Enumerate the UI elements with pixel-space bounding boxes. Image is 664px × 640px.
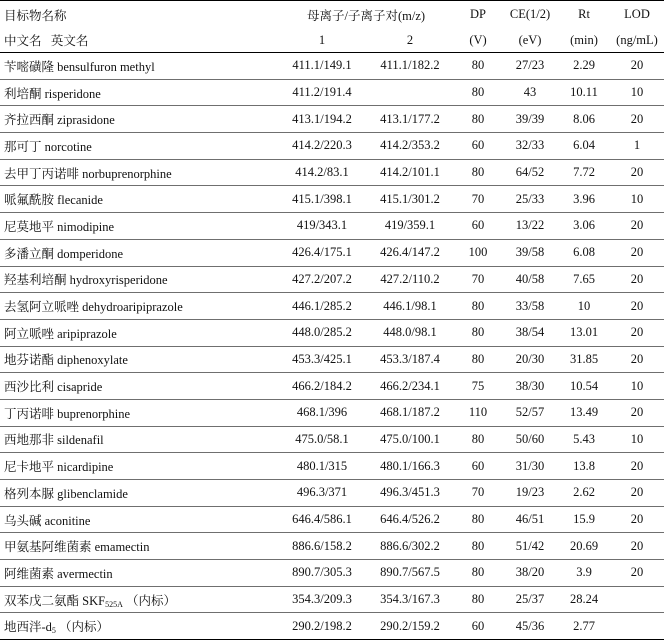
rt-cell: 10.54 xyxy=(558,373,610,400)
header-row-2 xyxy=(0,28,664,53)
ion-pair-2-cell: 354.3/167.3 xyxy=(366,586,454,613)
rt-cell: 7.72 xyxy=(558,159,610,186)
lod-cell: 10 xyxy=(610,186,664,213)
table-row xyxy=(0,106,664,133)
compound-name-cell: 西沙比利 cisapride xyxy=(0,373,278,400)
table-body xyxy=(0,53,664,640)
lod-cell: 10 xyxy=(610,426,664,453)
ion-pair-1-cell: 415.1/398.1 xyxy=(278,186,366,213)
rt-cell: 7.65 xyxy=(558,266,610,293)
compound-name-cell: 那可丁 norcotine xyxy=(0,133,278,160)
lod-cell: 20 xyxy=(610,319,664,346)
rt-cell: 10.11 xyxy=(558,79,610,106)
ion-pair-1-cell: 453.3/425.1 xyxy=(278,346,366,373)
rt-cell: 28.24 xyxy=(558,586,610,613)
dp-cell: 75 xyxy=(454,373,502,400)
ion-pair-2-cell: 427.2/110.2 xyxy=(366,266,454,293)
ion-pair-1-cell: 290.2/198.2 xyxy=(278,613,366,640)
compound-name-cell: 齐拉西酮 ziprasidone xyxy=(0,106,278,133)
ion-pair-2-cell: 415.1/301.2 xyxy=(366,186,454,213)
compound-name-cell: 尼卡地平 nicardipine xyxy=(0,453,278,480)
header-ce: CE(1/2) xyxy=(502,1,558,29)
ce-cell: 38/20 xyxy=(502,560,558,587)
compound-name-cell: 哌氟酰胺 flecanide xyxy=(0,186,278,213)
compound-name-cell: 格列本脲 glibenclamide xyxy=(0,480,278,507)
lod-cell: 20 xyxy=(610,480,664,507)
rt-cell: 31.85 xyxy=(558,346,610,373)
ion-pair-2-cell: 426.4/147.2 xyxy=(366,239,454,266)
dp-cell: 60 xyxy=(454,453,502,480)
dp-cell: 80 xyxy=(454,79,502,106)
ion-pair-2-cell: 419/359.1 xyxy=(366,213,454,240)
ce-cell: 64/52 xyxy=(502,159,558,186)
header-name-subcolumns xyxy=(0,28,278,53)
rt-cell: 20.69 xyxy=(558,533,610,560)
header-row-1 xyxy=(0,1,664,29)
table-row xyxy=(0,399,664,426)
header-target-name: 目标物名称 xyxy=(0,1,278,29)
ion-pair-1-cell: 468.1/396 xyxy=(278,399,366,426)
table-row xyxy=(0,533,664,560)
ion-pair-2-cell: 646.4/526.2 xyxy=(366,506,454,533)
ion-pair-2-cell: 448.0/98.1 xyxy=(366,319,454,346)
compound-name-cell xyxy=(0,586,278,613)
ion-pair-1-cell: 426.4/175.1 xyxy=(278,239,366,266)
compound-name-cell: 多潘立酮 domperidone xyxy=(0,239,278,266)
ce-cell: 19/23 xyxy=(502,480,558,507)
ion-pair-2-cell xyxy=(366,79,454,106)
compound-name-cell: 阿维菌素 avermectin xyxy=(0,560,278,587)
lod-cell: 1 xyxy=(610,133,664,160)
lod-cell: 20 xyxy=(610,533,664,560)
ce-cell: 32/33 xyxy=(502,133,558,160)
compound-name-cell: 尼莫地平 nimodipine xyxy=(0,213,278,240)
table-row xyxy=(0,186,664,213)
table-row xyxy=(0,213,664,240)
dp-cell: 80 xyxy=(454,346,502,373)
ce-cell: 27/23 xyxy=(502,53,558,80)
ion-pair-1-cell: 886.6/158.2 xyxy=(278,533,366,560)
header-cn-name: 中文名 xyxy=(4,34,42,48)
lod-cell: 20 xyxy=(610,266,664,293)
ion-pair-1-cell: 496.3/371 xyxy=(278,480,366,507)
ce-cell: 20/30 xyxy=(502,346,558,373)
ion-pair-1-cell: 411.2/191.4 xyxy=(278,79,366,106)
table-row xyxy=(0,53,664,80)
ion-pair-2-cell: 453.3/187.4 xyxy=(366,346,454,373)
ce-cell: 39/39 xyxy=(502,106,558,133)
rt-cell: 6.04 xyxy=(558,133,610,160)
name-prefix: 地西泮-d xyxy=(4,620,52,635)
table-row xyxy=(0,346,664,373)
ce-cell: 38/54 xyxy=(502,319,558,346)
table-row xyxy=(0,480,664,507)
compound-name-cell: 羟基利培酮 hydroxyrisperidone xyxy=(0,266,278,293)
ion-pair-2-cell: 890.7/567.5 xyxy=(366,560,454,587)
ce-cell: 39/58 xyxy=(502,239,558,266)
lod-cell: 20 xyxy=(610,213,664,240)
dp-cell: 80 xyxy=(454,506,502,533)
dp-cell: 60 xyxy=(454,613,502,640)
lod-cell: 20 xyxy=(610,399,664,426)
lod-cell: 10 xyxy=(610,79,664,106)
rt-cell: 8.06 xyxy=(558,106,610,133)
name-suffix: （内标） xyxy=(59,620,110,635)
compound-name-cell: 地芬诺酯 diphenoxylate xyxy=(0,346,278,373)
rt-cell: 3.96 xyxy=(558,186,610,213)
lod-cell: 20 xyxy=(610,346,664,373)
ion-pair-2-cell: 290.2/159.2 xyxy=(366,613,454,640)
ion-pair-2-cell: 414.2/353.2 xyxy=(366,133,454,160)
compound-name-cell: 去甲丁丙诺啡 norbuprenorphine xyxy=(0,159,278,186)
ion-pair-2-cell: 475.0/100.1 xyxy=(366,426,454,453)
table-row xyxy=(0,239,664,266)
ion-pair-1-cell: 890.7/305.3 xyxy=(278,560,366,587)
compound-name-cell: 丁丙诺啡 buprenorphine xyxy=(0,399,278,426)
lod-cell xyxy=(610,586,664,613)
table-row xyxy=(0,79,664,106)
ce-cell: 25/37 xyxy=(502,586,558,613)
header-en-name: 英文名 xyxy=(50,34,89,48)
lod-cell: 20 xyxy=(610,560,664,587)
lod-cell: 20 xyxy=(610,106,664,133)
rt-cell: 13.8 xyxy=(558,453,610,480)
compound-name-cell: 乌头碱 aconitine xyxy=(0,506,278,533)
dp-cell: 70 xyxy=(454,186,502,213)
dp-cell: 80 xyxy=(454,293,502,320)
ce-cell: 38/30 xyxy=(502,373,558,400)
ion-pair-2-cell: 414.2/101.1 xyxy=(366,159,454,186)
ion-pair-1-cell: 446.1/285.2 xyxy=(278,293,366,320)
ion-pair-2-cell: 886.6/302.2 xyxy=(366,533,454,560)
ce-cell: 13/22 xyxy=(502,213,558,240)
header-ion-pair: 母离子/子离子对(m/z) xyxy=(278,1,454,29)
dp-cell: 110 xyxy=(454,399,502,426)
table-row xyxy=(0,426,664,453)
internal-standard-row xyxy=(0,613,664,640)
table-row xyxy=(0,266,664,293)
dp-cell: 70 xyxy=(454,480,502,507)
ion-pair-1-cell: 413.1/194.2 xyxy=(278,106,366,133)
ce-cell: 33/58 xyxy=(502,293,558,320)
ion-pair-1-cell: 411.1/149.1 xyxy=(278,53,366,80)
table-row xyxy=(0,453,664,480)
ion-pair-1-cell: 427.2/207.2 xyxy=(278,266,366,293)
table-row xyxy=(0,133,664,160)
ion-pair-2-cell: 413.1/177.2 xyxy=(366,106,454,133)
rt-cell: 13.49 xyxy=(558,399,610,426)
header-ion-1: 1 xyxy=(278,28,366,53)
lod-cell: 20 xyxy=(610,159,664,186)
dp-cell: 80 xyxy=(454,560,502,587)
ion-pair-1-cell: 480.1/315 xyxy=(278,453,366,480)
header-rt: Rt xyxy=(558,1,610,29)
lod-cell xyxy=(610,613,664,640)
ce-cell: 31/30 xyxy=(502,453,558,480)
table-row xyxy=(0,293,664,320)
ce-cell: 25/33 xyxy=(502,186,558,213)
compound-name-cell: 甲氨基阿维菌素 emamectin xyxy=(0,533,278,560)
header-ce-unit: (eV) xyxy=(502,28,558,53)
ce-cell: 50/60 xyxy=(502,426,558,453)
ce-cell: 46/51 xyxy=(502,506,558,533)
header-dp: DP xyxy=(454,1,502,29)
lod-cell: 20 xyxy=(610,53,664,80)
ce-cell: 45/36 xyxy=(502,613,558,640)
dp-cell: 70 xyxy=(454,266,502,293)
table-row xyxy=(0,506,664,533)
compound-name-cell xyxy=(0,613,278,640)
ce-cell: 43 xyxy=(502,79,558,106)
dp-cell: 60 xyxy=(454,133,502,160)
compound-name-cell: 西地那非 sildenafil xyxy=(0,426,278,453)
compound-name-cell: 利培酮 risperidone xyxy=(0,79,278,106)
table-row xyxy=(0,159,664,186)
ce-cell: 40/58 xyxy=(502,266,558,293)
dp-cell: 80 xyxy=(454,319,502,346)
dp-cell: 80 xyxy=(454,586,502,613)
ce-cell: 51/42 xyxy=(502,533,558,560)
compound-name-cell: 去氢阿立哌唑 dehydroaripiprazole xyxy=(0,293,278,320)
rt-cell: 2.62 xyxy=(558,480,610,507)
rt-cell: 3.06 xyxy=(558,213,610,240)
rt-cell: 5.43 xyxy=(558,426,610,453)
lod-cell: 20 xyxy=(610,239,664,266)
ion-pair-2-cell: 496.3/451.3 xyxy=(366,480,454,507)
rt-cell: 2.29 xyxy=(558,53,610,80)
dp-cell: 80 xyxy=(454,426,502,453)
name-prefix: 双苯戊二氨酯 SKF xyxy=(4,593,106,608)
rt-cell: 10 xyxy=(558,293,610,320)
ion-pair-2-cell: 446.1/98.1 xyxy=(366,293,454,320)
header-dp-unit: (V) xyxy=(454,28,502,53)
dp-cell: 80 xyxy=(454,53,502,80)
ion-pair-1-cell: 466.2/184.2 xyxy=(278,373,366,400)
name-suffix: （内标） xyxy=(125,593,176,608)
ion-pair-1-cell: 354.3/209.3 xyxy=(278,586,366,613)
dp-cell: 80 xyxy=(454,533,502,560)
rt-cell: 2.77 xyxy=(558,613,610,640)
header-lod: LOD xyxy=(610,1,664,29)
table-header xyxy=(0,1,664,53)
ion-pair-2-cell: 468.1/187.2 xyxy=(366,399,454,426)
dp-cell: 100 xyxy=(454,239,502,266)
lod-cell: 20 xyxy=(610,506,664,533)
dp-cell: 80 xyxy=(454,159,502,186)
rt-cell: 15.9 xyxy=(558,506,610,533)
header-lod-unit: (ng/mL) xyxy=(610,28,664,53)
internal-standard-row xyxy=(0,586,664,613)
compound-name-cell: 苄嘧磺隆 bensulfuron methyl xyxy=(0,53,278,80)
ion-pair-1-cell: 414.2/220.3 xyxy=(278,133,366,160)
rt-cell: 6.08 xyxy=(558,239,610,266)
table-row xyxy=(0,373,664,400)
lod-cell: 10 xyxy=(610,373,664,400)
ion-pair-1-cell: 646.4/586.1 xyxy=(278,506,366,533)
ion-pair-2-cell: 480.1/166.3 xyxy=(366,453,454,480)
dp-cell: 60 xyxy=(454,213,502,240)
ion-pair-1-cell: 475.0/58.1 xyxy=(278,426,366,453)
lod-cell: 20 xyxy=(610,293,664,320)
table-row xyxy=(0,560,664,587)
ion-pair-1-cell: 448.0/285.2 xyxy=(278,319,366,346)
dp-cell: 80 xyxy=(454,106,502,133)
rt-cell: 13.01 xyxy=(558,319,610,346)
ion-pair-1-cell: 414.2/83.1 xyxy=(278,159,366,186)
rt-cell: 3.9 xyxy=(558,560,610,587)
name-subscript: 525A xyxy=(105,599,123,609)
lod-cell: 20 xyxy=(610,453,664,480)
header-rt-unit: (min) xyxy=(558,28,610,53)
compound-name-cell: 阿立哌唑 aripiprazole xyxy=(0,319,278,346)
ce-cell: 52/57 xyxy=(502,399,558,426)
ion-pair-1-cell: 419/343.1 xyxy=(278,213,366,240)
header-ion-2: 2 xyxy=(366,28,454,53)
ion-pair-2-cell: 411.1/182.2 xyxy=(366,53,454,80)
ion-pair-2-cell: 466.2/234.1 xyxy=(366,373,454,400)
table-row xyxy=(0,319,664,346)
name-subscript: 5 xyxy=(51,626,56,636)
